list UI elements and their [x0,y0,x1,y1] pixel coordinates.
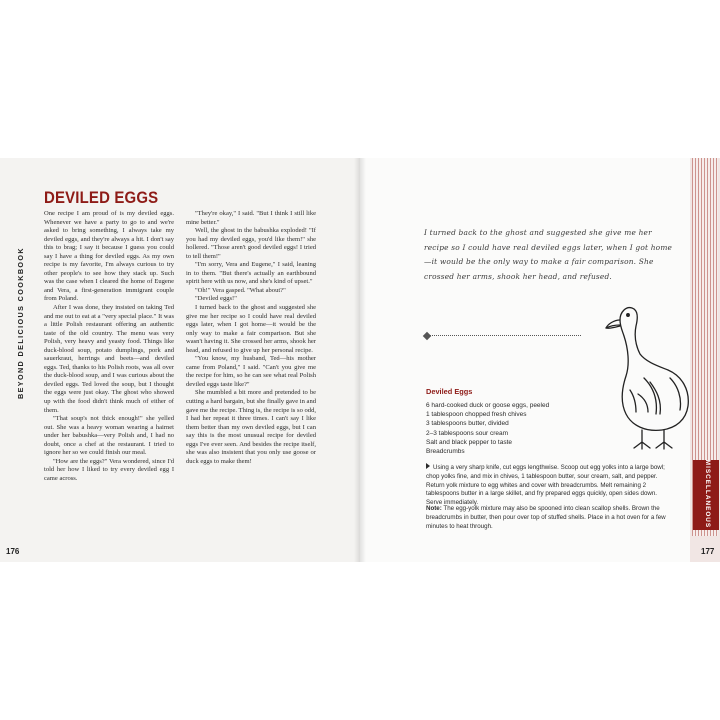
note-text: The egg-yolk mixture may also be spooned into clean scallop shells. Brown the breadcrumbs in butter, then pour over top of stuffed shells. Place in a hot oven for a few minutes to heat through. [426,505,666,530]
book-gutter [354,158,366,562]
arrow-bullet-icon [426,463,430,469]
note-label: Note: [426,505,442,512]
page-number-right: 177 [701,547,715,556]
paragraph: "They're okay," I said. "But I think I still like mine better." [186,210,316,226]
paragraph: "That soup's not thick enough!" she yelled out. She was a heavy woman wearing a hairnet under her babushka—very Polish and, I had no doubt, once a chef at the restaurant. I tried to ignore her so we could finish our meal. [44,415,174,457]
list-item: 1 tablespoon chopped fresh chives [426,411,527,419]
recipe-title: Deviled Eggs [426,387,473,396]
paragraph: I turned back to the ghost and suggested she give me her recipe so I could have real deviled eggs later, when I got home—it would be the only way to make a fair comparison. But she wasn't having it. She crossed her arms, shook her head, and refused to give up her personal recipe. [186,304,316,354]
list-item: 6 hard-cooked duck or goose eggs, peeled [426,402,550,409]
running-head: BEYOND DELICIOUS COOKBOOK [16,246,25,399]
dotted-divider [426,335,581,338]
page-title: DEVILED EGGS [44,188,159,207]
list-item: 2–3 tablespoons sour cream [426,429,509,437]
story-column-2 [186,210,316,466]
paragraph: "How are the eggs?" Vera wondered, since I'd told her how I liked to try every deviled egg I came across. [44,457,174,482]
paragraph: "You know, my husband, Ted—his mother came from Poland," I said. "Can't you give me the recipe for him, so he can see what real Polish deviled eggs taste like?" [186,355,316,388]
page-number-left: 176 [6,547,20,556]
recipe-note [426,505,672,531]
paragraph: "Deviled eggs!" [195,295,237,303]
paragraph: She mumbled a bit more and pretended to be cutting a hard bargain, but she finally gave in and gave me the recipe. Thing is, the recipe is so odd, I had her repeat it three times. I can't say I like them better than my own deviled eggs, but I can say this is the most unusual recipe for deviled eggs I've ever seen. And besides the recipe itself, she was also insistent that you only use goose or duck eggs to make them! [186,389,316,465]
list-item: Salt and black pepper to taste [426,438,513,446]
ingredient-list [426,401,626,456]
list-item: Breadcrumbs [426,448,465,456]
paragraph: "I'm sorry, Vera and Eugene," I said, leaning in to them. "But there's actually an earthbound spirit here with us now, and she's kind of upset." [186,261,316,286]
pull-quote: I turned back to the ghost and suggested she give me her recipe so I could have real deviled eggs later, when I got home—it would be the only way to make a fair comparison. She crossed her arms, shook her head, and refused. [424,228,673,281]
paragraph: Well, the ghost in the babushka exploded! "If you had my deviled eggs, you'd like them!" she hollered. "Those aren't good deviled eggs! I tried to tell them!" [186,227,316,260]
recipe-method [426,463,672,508]
book-spread [0,158,720,562]
method-text: Using a very sharp knife, cut eggs lengthwise. Scoop out egg yolks into a large bowl; chop yolks fine, and mix in chives, 1 tablespoon butter, sour cream, salt, and pepper. Return yolk mixture to egg whites and cover with breadcrumbs. Melt remaining 2 tablespoons butter in a large skillet, and fry prepared eggs quickly, open sides down. Serve immediately. [426,464,665,507]
section-tab-label: MISCELLANEOUS [704,459,711,529]
paragraph: "Oh!" Vera gasped. "What about?" [195,286,286,294]
list-item: 3 tablespoons butter, divided [426,420,509,428]
paragraph: One recipe I am proud of is my deviled eggs. Whenever we have a party to go to and we're asked to bring something, I always take my deviled eggs, and they're always a hit. I don't say this to brag; I say it because I guess you could say I have a thing for deviled eggs. As my own recipe is my favorite, I'm always curious to try other people's to see how they stack up. Such was the case when I cleared the home of Eugene and Vera, a first-generation immigrant couple from Poland. [44,210,174,303]
paragraph: After I was done, they insisted on taking Ted and me out to eat at a "very special place." It was a little Polish restaurant offering an authentic taste of the old country. The menu was very Polish, very heavy and yeasty food. Things like duck-blood soup, potato dumplings, pork and sauerkraut, herrings and beets—and deviled eggs. Ted, thanks to his Polish roots, was all over the duck-blood soup, and I was curious about the deviled eggs. Ted loved the soup, but I thought the eggs were just okay. The ghost who showed up with the food didn't think much of either of them. [44,304,174,414]
story-column-1 [44,210,174,484]
